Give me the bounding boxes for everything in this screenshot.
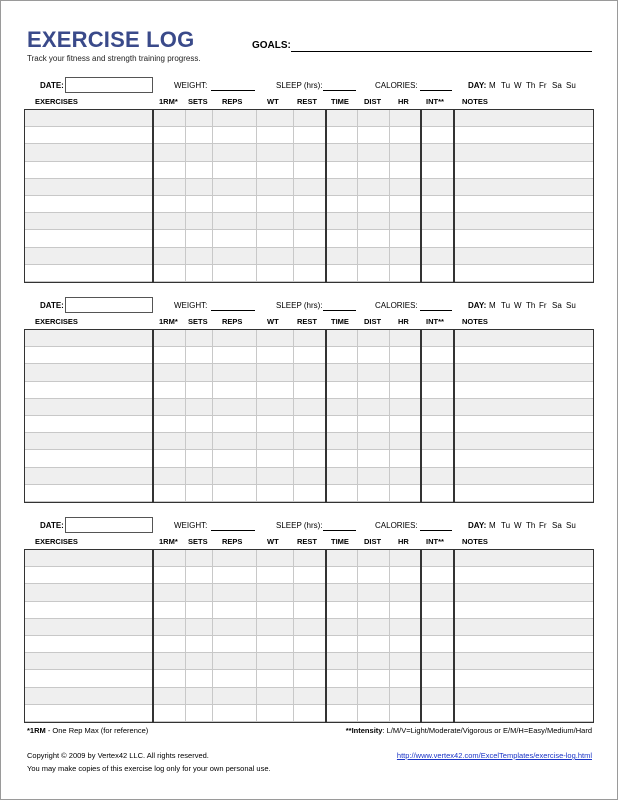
column-header-rest: REST <box>297 537 318 546</box>
column-divider <box>293 550 294 722</box>
table-row[interactable] <box>25 550 593 567</box>
column-header-1rm: 1RM* <box>159 97 178 106</box>
column-header-hr: HR <box>398 97 409 106</box>
calories-label: CALORIES: <box>375 521 418 530</box>
table-row[interactable] <box>25 364 593 381</box>
day-option[interactable]: Su <box>566 521 576 530</box>
column-divider <box>420 330 422 502</box>
day-option[interactable]: W <box>514 301 522 310</box>
column-divider <box>152 110 154 282</box>
day-label: DAY: <box>468 301 487 310</box>
column-header-row <box>0 317 618 327</box>
column-divider <box>212 110 213 282</box>
column-divider <box>293 110 294 282</box>
day-option[interactable]: M <box>489 521 496 530</box>
column-header-notes: NOTES <box>462 317 488 326</box>
day-option[interactable]: Fr <box>539 301 547 310</box>
table-row[interactable] <box>25 179 593 196</box>
column-header-reps: REPS <box>222 97 243 106</box>
exercise-table <box>24 549 594 723</box>
column-divider <box>389 330 390 502</box>
column-divider <box>256 110 257 282</box>
goals-label: GOALS: <box>252 40 291 51</box>
column-header-dist: DIST <box>364 317 382 326</box>
sleep-label: SLEEP (hrs): <box>276 521 323 530</box>
column-divider <box>357 330 358 502</box>
footnote-1rm <box>27 726 148 735</box>
column-header-exercises: EXERCISES <box>35 97 78 106</box>
column-divider <box>453 110 455 282</box>
day-option[interactable]: Sa <box>552 81 562 90</box>
table-row[interactable] <box>25 213 593 230</box>
sleep-label: SLEEP (hrs): <box>276 301 323 310</box>
day-option[interactable]: Tu <box>501 81 511 90</box>
column-divider <box>152 330 154 502</box>
table-row[interactable] <box>25 567 593 584</box>
date-label: DATE: <box>40 301 64 310</box>
table-row[interactable] <box>25 347 593 364</box>
column-header-int: INT** <box>426 537 444 546</box>
column-divider <box>185 330 186 502</box>
table-row[interactable] <box>25 468 593 485</box>
column-header-int: INT** <box>426 97 444 106</box>
table-row[interactable] <box>25 110 593 127</box>
day-option[interactable]: W <box>514 521 522 530</box>
day-label: DAY: <box>468 521 487 530</box>
exercise-table <box>24 329 594 503</box>
table-row[interactable] <box>25 602 593 619</box>
vertex42-link[interactable]: http://www.vertex42.com/ExcelTemplates/exercise-log.html <box>396 751 592 760</box>
table-row[interactable] <box>25 653 593 670</box>
calories-field[interactable] <box>420 530 452 531</box>
column-header-sets: SETS <box>188 97 208 106</box>
day-option[interactable]: M <box>489 81 496 90</box>
column-header-notes: NOTES <box>462 97 488 106</box>
table-row[interactable] <box>25 248 593 265</box>
column-header-sets: SETS <box>188 537 208 546</box>
info-row <box>0 297 618 315</box>
calories-field[interactable] <box>420 90 452 91</box>
day-option[interactable]: Tu <box>501 301 511 310</box>
table-row[interactable] <box>25 433 593 450</box>
column-header-reps: REPS <box>222 537 243 546</box>
table-row[interactable] <box>25 416 593 433</box>
column-header-reps: REPS <box>222 317 243 326</box>
date-input[interactable] <box>65 517 153 533</box>
weight-field[interactable] <box>211 530 255 531</box>
column-divider <box>293 330 294 502</box>
day-option[interactable]: Sa <box>552 301 562 310</box>
table-row[interactable] <box>25 230 593 247</box>
column-divider <box>185 110 186 282</box>
weight-label: WEIGHT: <box>174 81 208 90</box>
weight-field[interactable] <box>211 310 255 311</box>
sleep-field[interactable] <box>323 310 356 311</box>
table-row[interactable] <box>25 382 593 399</box>
table-row[interactable] <box>25 127 593 144</box>
column-header-hr: HR <box>398 317 409 326</box>
day-option[interactable]: M <box>489 301 496 310</box>
info-row <box>0 77 618 95</box>
table-row[interactable] <box>25 265 593 282</box>
day-label: DAY: <box>468 81 487 90</box>
exercise-table <box>24 109 594 283</box>
date-input[interactable] <box>65 297 153 313</box>
column-header-dist: DIST <box>364 97 382 106</box>
table-row[interactable] <box>25 144 593 161</box>
table-row[interactable] <box>25 330 593 347</box>
column-divider <box>453 330 455 502</box>
info-row <box>0 517 618 535</box>
table-row[interactable] <box>25 485 593 502</box>
column-header-wt: WT <box>267 317 279 326</box>
table-row[interactable] <box>25 688 593 705</box>
table-row[interactable] <box>25 584 593 601</box>
personal-use-text: You may make copies of this exercise log only for your own personal use. <box>27 764 271 773</box>
column-header-hr: HR <box>398 537 409 546</box>
day-option[interactable]: Th <box>526 301 536 310</box>
column-header-wt: WT <box>267 537 279 546</box>
column-header-time: TIME <box>331 97 349 106</box>
column-header-row <box>0 537 618 547</box>
table-row[interactable] <box>25 619 593 636</box>
calories-label: CALORIES: <box>375 81 418 90</box>
table-row[interactable] <box>25 636 593 653</box>
footnote-intensity-text: : L/M/V=Light/Moderate/Vigorous or E/M/H=Easy/Medium/Hard <box>382 726 592 735</box>
sleep-label: SLEEP (hrs): <box>276 81 323 90</box>
day-option[interactable]: Sa <box>552 521 562 530</box>
column-divider <box>420 110 422 282</box>
table-row[interactable] <box>25 670 593 687</box>
column-divider <box>325 550 327 722</box>
weight-label: WEIGHT: <box>174 521 208 530</box>
column-header-rest: REST <box>297 317 318 326</box>
column-divider <box>389 550 390 722</box>
column-divider <box>212 330 213 502</box>
column-divider <box>256 550 257 722</box>
day-option[interactable]: Fr <box>539 521 547 530</box>
copyright-text: Copyright © 2009 by Vertex42 LLC. All rights reserved. <box>27 751 209 760</box>
column-divider <box>357 550 358 722</box>
column-header-int: INT** <box>426 317 444 326</box>
table-row[interactable] <box>25 399 593 416</box>
column-header-time: TIME <box>331 537 349 546</box>
weight-label: WEIGHT: <box>174 301 208 310</box>
weight-field[interactable] <box>211 90 255 91</box>
page-subtitle: Track your fitness and strength training progress. <box>27 54 201 63</box>
date-input[interactable] <box>65 77 153 93</box>
column-divider <box>420 550 422 722</box>
column-divider <box>389 110 390 282</box>
calories-label: CALORIES: <box>375 301 418 310</box>
column-divider <box>185 550 186 722</box>
date-label: DATE: <box>40 81 64 90</box>
column-header-exercises: EXERCISES <box>35 317 78 326</box>
column-header-row <box>0 97 618 107</box>
column-header-sets: SETS <box>188 317 208 326</box>
column-header-rest: REST <box>297 97 318 106</box>
table-row[interactable] <box>25 450 593 467</box>
calories-field[interactable] <box>420 310 452 311</box>
day-option[interactable]: Fr <box>539 81 547 90</box>
day-option[interactable]: Tu <box>501 521 511 530</box>
table-row[interactable] <box>25 705 593 722</box>
column-header-wt: WT <box>267 97 279 106</box>
sleep-field[interactable] <box>323 530 356 531</box>
column-divider <box>212 550 213 722</box>
day-option[interactable]: W <box>514 81 522 90</box>
day-option[interactable]: Su <box>566 301 576 310</box>
footnote-intensity-term: **Intensity <box>345 726 383 735</box>
day-option[interactable]: Th <box>526 81 536 90</box>
column-header-1rm: 1RM* <box>159 317 178 326</box>
footnote-1rm-text: - One Rep Max (for reference) <box>45 726 149 735</box>
page-title: EXERCISE LOG <box>27 27 195 52</box>
table-row[interactable] <box>25 162 593 179</box>
column-divider <box>325 330 327 502</box>
goals-field[interactable] <box>291 51 592 52</box>
column-header-notes: NOTES <box>462 537 488 546</box>
column-header-1rm: 1RM* <box>159 537 178 546</box>
column-header-exercises: EXERCISES <box>35 537 78 546</box>
column-divider <box>256 330 257 502</box>
footnote-1rm-term: *1RM <box>27 726 46 735</box>
table-row[interactable] <box>25 196 593 213</box>
column-header-time: TIME <box>331 317 349 326</box>
column-divider <box>453 550 455 722</box>
column-divider <box>152 550 154 722</box>
column-header-dist: DIST <box>364 537 382 546</box>
footnote-intensity <box>346 726 592 735</box>
column-divider <box>325 110 327 282</box>
day-option[interactable]: Su <box>566 81 576 90</box>
sleep-field[interactable] <box>323 90 356 91</box>
day-option[interactable]: Th <box>526 521 536 530</box>
column-divider <box>357 110 358 282</box>
date-label: DATE: <box>40 521 64 530</box>
